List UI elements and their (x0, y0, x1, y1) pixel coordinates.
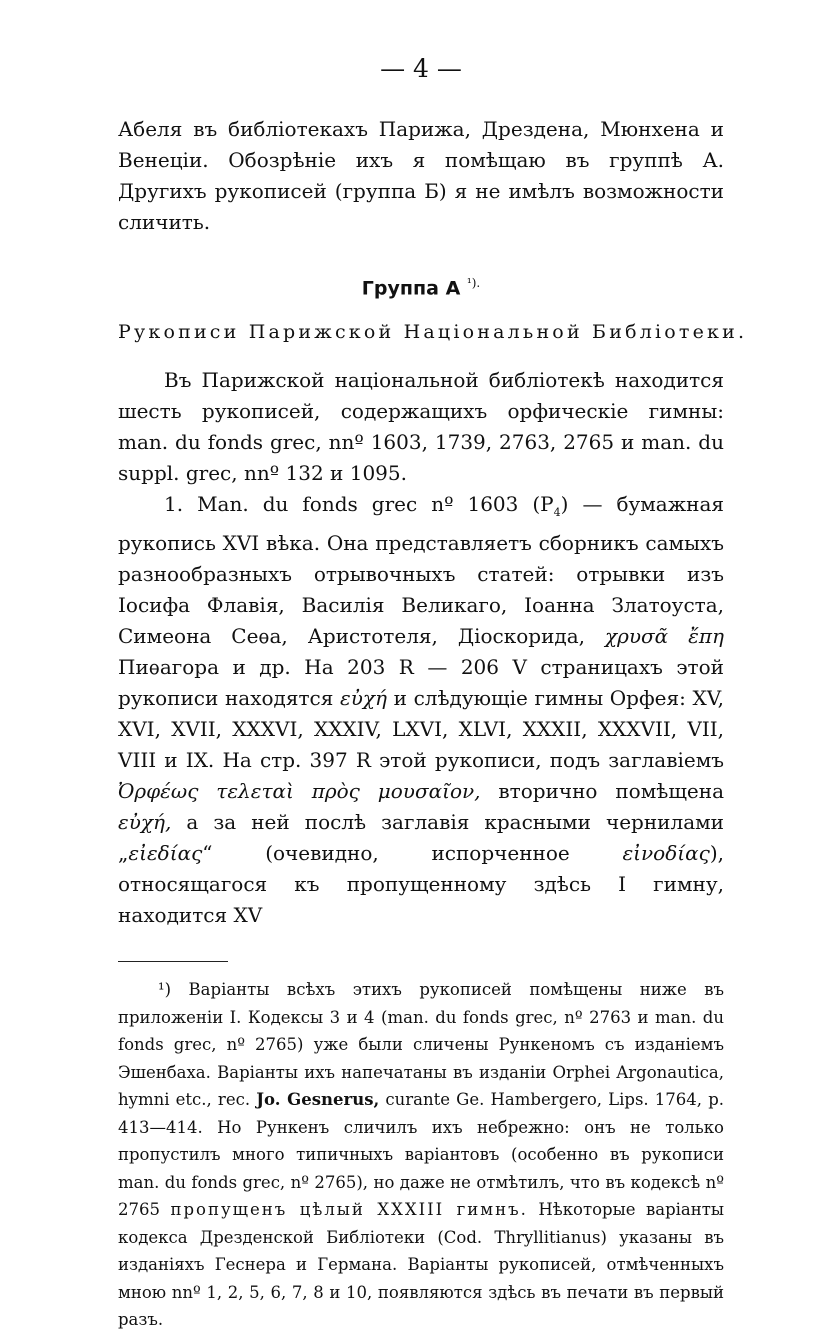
greek-phrase: εἰεδίας (128, 841, 203, 866)
editor-name: Jo. Gesnerus, (256, 1090, 380, 1110)
text-segment: Пиѳагора и др. На 203 R — 206 V страницахъ этой рукописи находятся (118, 655, 724, 711)
paragraph-intro: Абеля въ библіотекахъ Парижа, Дрездена, Мюнхена и Венеціи. Обозрѣніе ихъ я помѣщаю въ группѣ А. Другихъ рукописей (группа Б) я не имѣлъ возможности сличить. (118, 117, 724, 234)
group-heading-text: Группа А (361, 277, 461, 300)
emphasized-text: пропущенъ цѣлый XXXIII гимнъ. (170, 1200, 528, 1220)
footnote-reference: ¹). (466, 276, 481, 290)
main-text (118, 114, 748, 931)
footnote-mark: ¹) (158, 980, 172, 1000)
text-segment: ) — бумажная рукопись XVI вѣка. Она представляетъ сборникъ самыхъ разнообразныхъ отрывочныхъ статей: отрывки изъ Іосифа Флавія, Василія Великаго, Іоанна Златоуста, Симеона Сеѳа, Аристотеля, Діоскорида, (118, 492, 724, 649)
greek-phrase: εὐχή (339, 686, 387, 711)
greek-phrase: Ὀρφέως τελεταὶ πρὸς μουσαῖον, (118, 779, 481, 804)
text-segment: curante Ge. Hambergero, Lips. 1764, p. 413—414. Но Рункенъ сличилъ ихъ небрежно: онъ не только пропустилъ много типичныхъ варіантовъ (особенно въ рукописи man. du fonds grec, nº 2765), но даже не отмѣтилъ, что въ кодексѣ nº 2765 (118, 1090, 724, 1220)
paragraph-paris-library: Въ Парижской національной библіотекѣ находится шесть рукописей, содержащихъ орфическіе гимны: man. du fonds grec, nnº 1603, 1739, 2763, 2765 и man. du suppl. grec, nnº 132 и 1095. (118, 368, 724, 486)
text-segment: а за ней послѣ заглавія красными чернилами „ (118, 810, 725, 866)
text-segment: Нѣкоторые варіанты кодекса Дрезденской Библіотеки (Cod. Thryllitianus) указаны въ изданіяхъ Геснера и Германа. Варіанты рукописей, отмѣченныхъ мною nnº 1, 2, 5, 6, 7, 8 и 10, появляются здѣсь въ печати въ первый разъ. (118, 1200, 725, 1330)
text-segment: и слѣдующіе гимны Орфея: XV, XVI, XVII, XXXVI, XXXIV, LXVI, XLVI, XXXII, XXXVII, VII, VIII и IX. На стр. 397 R этой рукописи, подъ заглавіемъ (118, 686, 724, 773)
text-segment: “ (очевидно, испорченное (202, 841, 570, 866)
footnote-divider (118, 961, 228, 962)
paragraph-manuscript-1603 (118, 489, 724, 931)
subscript-index: 4 (553, 506, 561, 520)
greek-phrase: χρυσᾶ ἔπη (604, 624, 724, 649)
section-title: Рукописи Парижской Національной Библіотеки. (118, 321, 748, 344)
group-heading (118, 276, 724, 299)
greek-phrase: εἰνοδίας (622, 841, 710, 866)
text-segment: Варіанты всѣхъ этихъ рукописей помѣщены ниже въ приложеніи I. Кодексы 3 и 4 (man. du fonds grec, nº 2763 и man. du fonds grec, nº 2765) уже были сличены Рункеномъ съ изданіемъ Эшенбаха. Варіанты ихъ напечатаны въ изданіи Orphei Argonautica, hymni etc., rec. (118, 980, 724, 1110)
footnote-text (118, 976, 724, 1334)
book-page (118, 52, 748, 1334)
text-segment: вторично помѣщена (498, 779, 724, 804)
footnote (118, 976, 724, 1334)
text-segment: ), относящагося къ пропущенному здѣсь I гимну, находится XV (118, 841, 724, 928)
text-segment: 1. Man. du fonds grec nº 1603 (P (164, 492, 554, 517)
page-number: — 4 — (380, 54, 462, 83)
greek-phrase: εὐχή, (118, 810, 172, 835)
